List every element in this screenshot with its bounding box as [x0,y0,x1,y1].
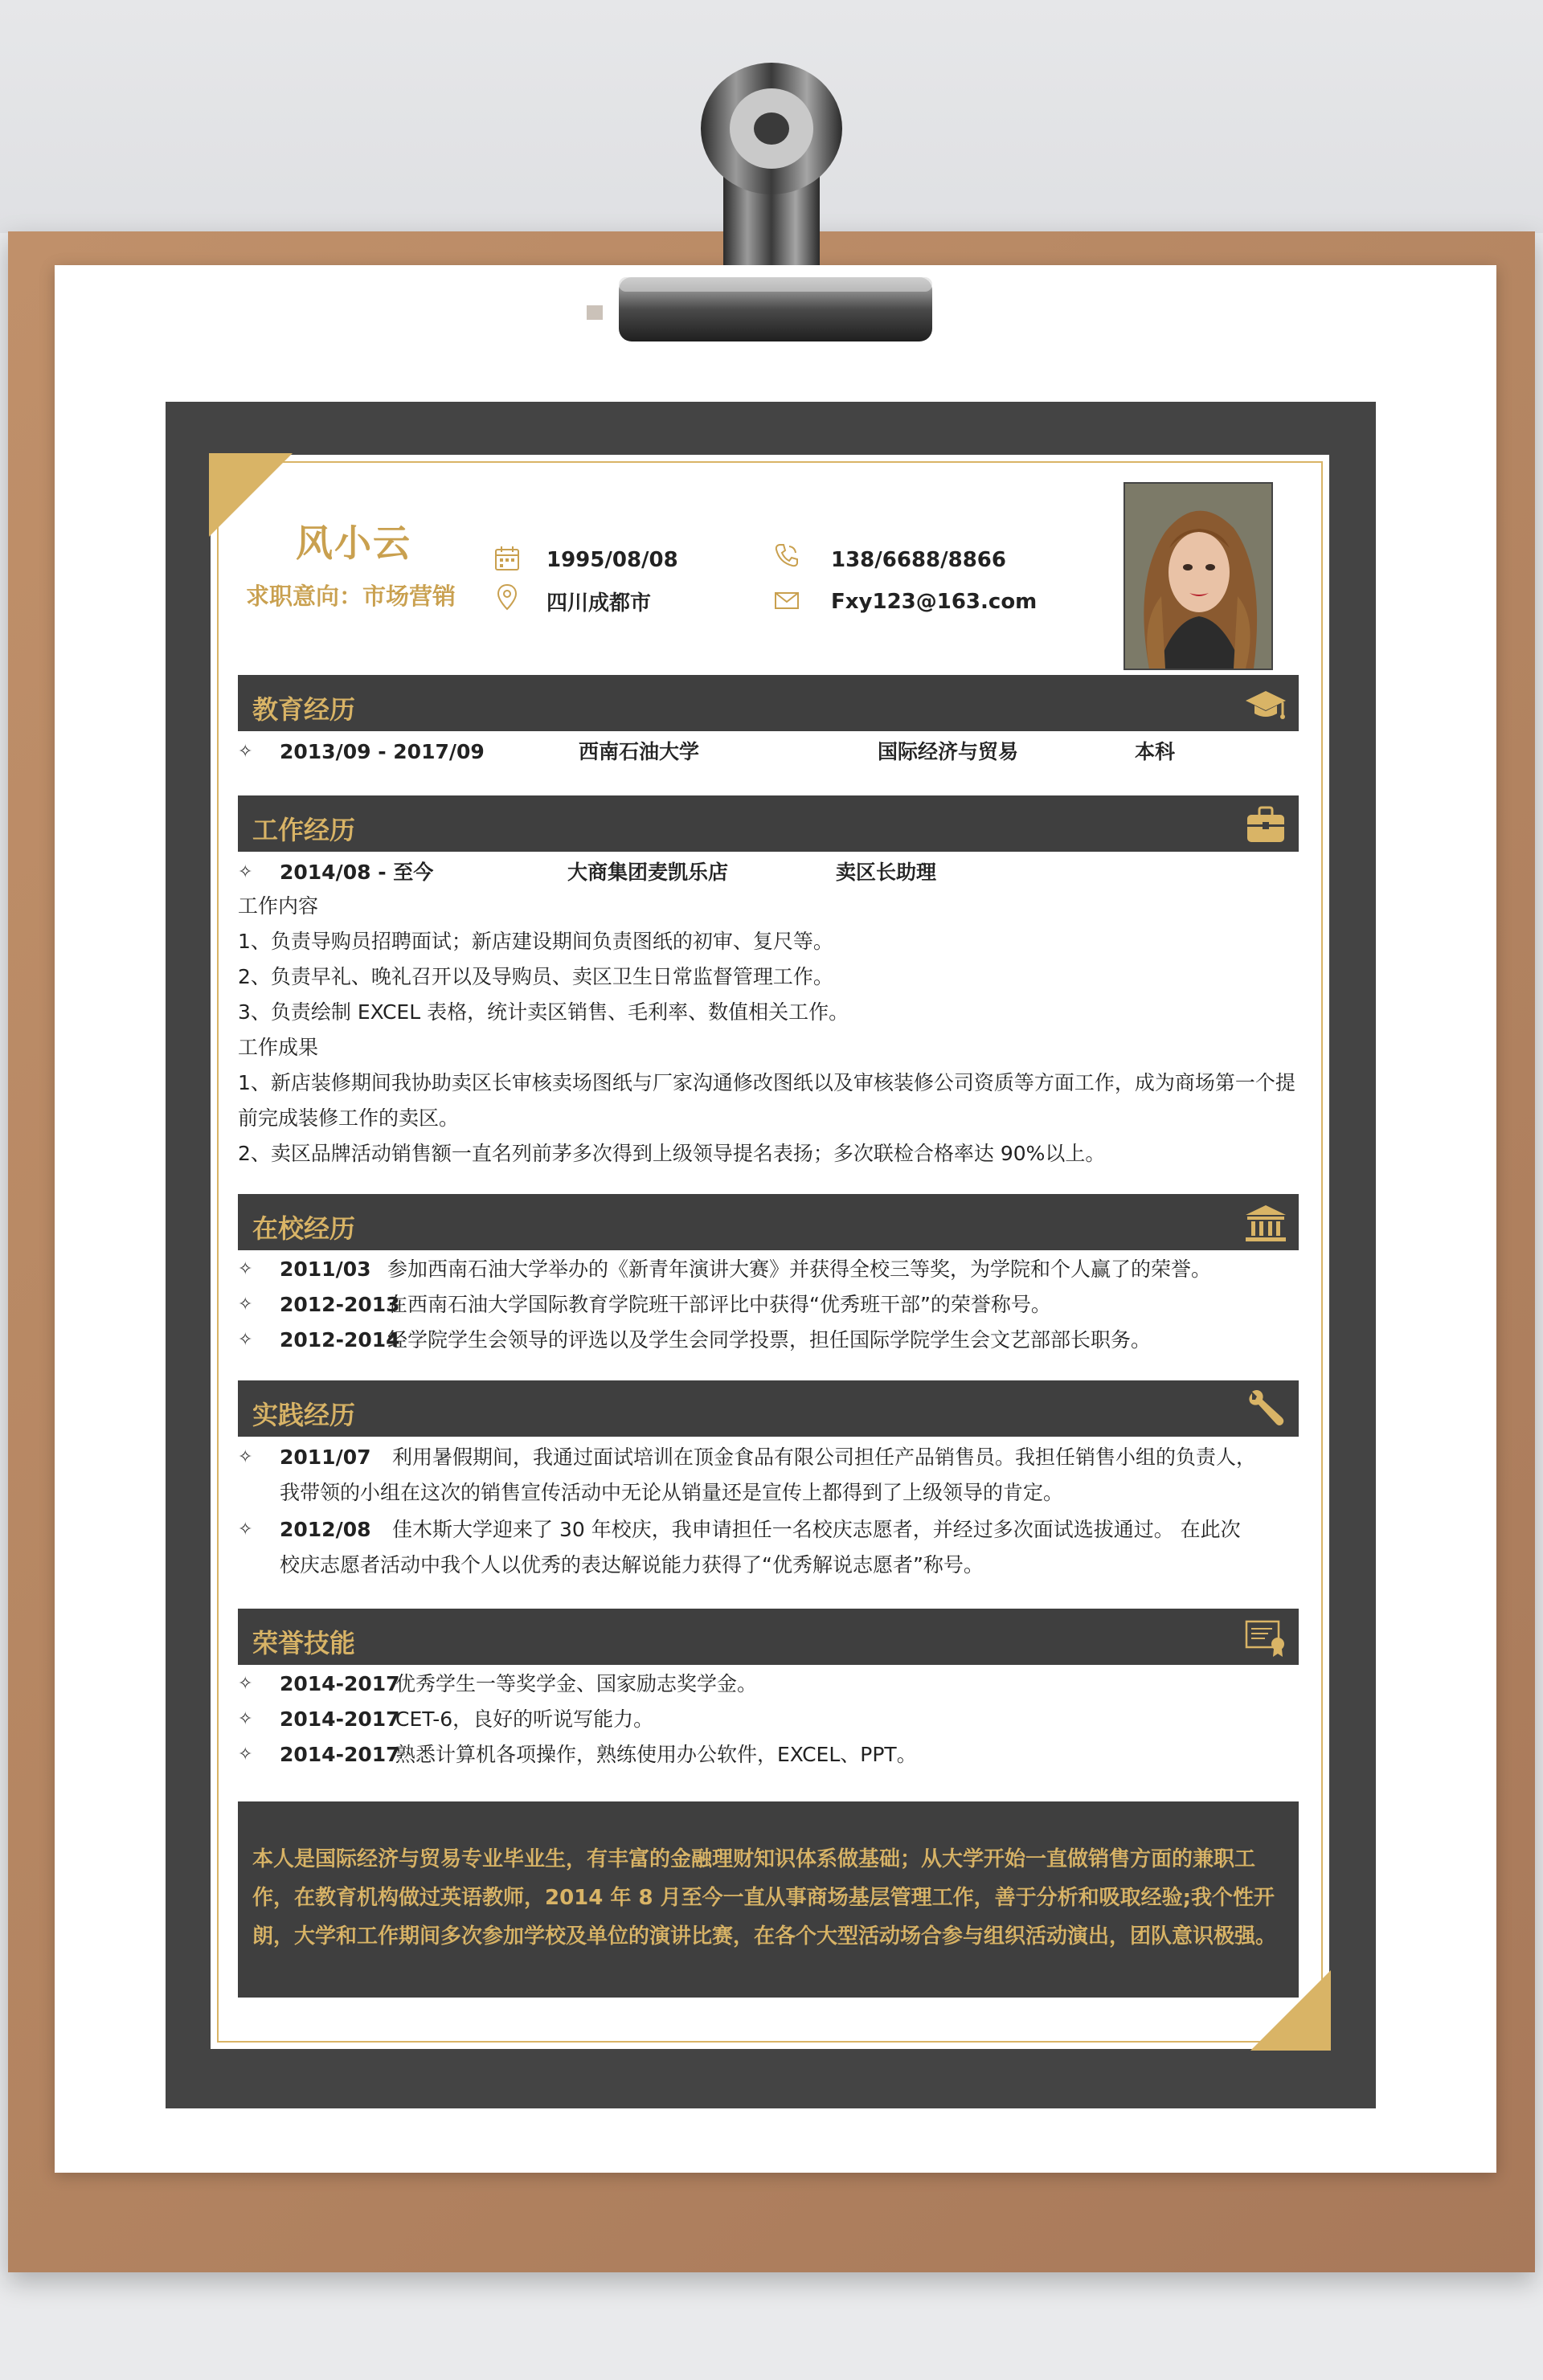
section-title: 实践经历 [252,1400,356,1430]
campus-text: 参加西南石油大学举办的《新青年演讲大赛》并获得全校三等奖，为学院和个人赢了的荣誉。 [387,1257,1212,1281]
campus-item [238,1323,1299,1358]
work-content-label: 工作内容 [238,894,319,918]
work-content-item: 2、负责早礼、晚礼召开以及导购员、卖区卫生日常监督管理工作。 [238,965,833,988]
bullet-icon: ✧ [238,1447,253,1467]
honor-text: CET-6，良好的听说写能力。 [395,1707,654,1731]
practice-date: 2012/08 [280,1518,371,1541]
section-campus-header [238,1194,1299,1250]
section-work-header [238,795,1299,852]
education-row [238,734,1299,770]
briefcase-icon [1244,804,1287,845]
profile-photo [1123,482,1273,670]
corner-decoration [209,453,293,537]
institution-icon [1244,1202,1287,1244]
practice-text: 佳木斯大学迎来了 30 年校庆，我申请担任一名校庆志愿者，并经过多次面试选拔通过。 在此次 [392,1518,1241,1541]
candidate-name: 风小云 [296,521,411,565]
bullet-icon: ✧ [238,1294,253,1315]
practice-date: 2011/07 [280,1446,371,1469]
work-company: 大商集团麦凯乐店 [567,861,729,884]
work-content-item: 3、负责绘制 EXCEL 表格，统计卖区销售、毛利率、数值相关工作。 [238,1000,849,1024]
campus-date: 2011/03 [280,1257,371,1281]
honor-text: 熟悉计算机各项操作，熟练使用办公软件，EXCEL、PPT。 [395,1743,917,1766]
bullet-icon: ✧ [238,1519,253,1540]
bullet-icon: ✧ [238,1674,253,1694]
work-period: 2014/08 - 至今 [280,861,434,884]
bullet-icon: ✧ [238,862,253,882]
location: 四川成都市 [546,591,652,615]
honor-item [238,1666,1299,1702]
campus-date: 2012-2014 [280,1328,400,1352]
honor-date: 2014-2017 [280,1707,400,1731]
work-content-item: 1、负责导购员招聘面试；新店建设期间负责图纸的初审、复尺等。 [238,930,833,953]
summary-text: 本人是国际经济与贸易专业毕业生，有丰富的金融理财知识体系做基础；从大学开始一直做销售方面的兼职工作，在教育机构做过英语教师，2014 年 8 月至今一直从事商场基层管理工作，善于分析和吸取经验;我个性开朗，大学和工作期间多次参加学校及单位的演讲比赛，在各个大型活动场合参与组织活动演出，团队意识极强。 [252,1847,1277,1949]
work-row [238,855,1299,890]
honor-item [238,1737,1299,1773]
section-title: 荣誉技能 [252,1628,356,1658]
education-major: 国际经济与贸易 [878,740,1019,763]
location-pin-icon [493,583,521,611]
wall-background [0,0,1543,233]
section-practice-header [238,1380,1299,1437]
campus-text: 经学院学生会领导的评选以及学生会同学投票，担任国际学院学生会文艺部部长职务。 [387,1328,1152,1352]
honor-date: 2014-2017 [280,1672,400,1695]
phone-icon [773,542,800,569]
bullet-icon: ✧ [238,1259,253,1279]
work-result-label: 工作成果 [238,1036,319,1059]
email-address: Fxy123@163.com [831,590,1038,614]
education-degree: 本科 [1135,740,1176,763]
work-result-item: 1、新店装修期间我协助卖区长审核卖场图纸与厂家沟通修改图纸以及审核装修公司资质等方面工作，成为商场第一个提前完成装修工作的卖区。 [238,1071,1295,1130]
bullet-icon: ✧ [238,1330,253,1350]
email-icon [773,587,800,614]
campus-date: 2012-2013 [280,1293,400,1316]
job-intent: 求职意向：市场营销 [246,583,456,610]
bullet-icon: ✧ [238,1744,253,1765]
section-education-header [238,675,1299,731]
practice-item [238,1440,1299,1511]
resume-sheet [211,455,1329,2049]
self-summary [238,1801,1299,1998]
honor-date: 2014-2017 [280,1743,400,1766]
certificate-icon [1244,1617,1287,1658]
campus-item [238,1252,1299,1287]
honor-item [238,1702,1299,1737]
section-honors-header [238,1609,1299,1665]
campus-text: 在西南石油大学国际教育学院班干部评比中获得“优秀班干部”的荣誉称号。 [387,1293,1051,1316]
honor-text: 优秀学生一等奖学金、国家励志奖学金。 [395,1672,758,1695]
practice-text: 利用暑假期间，我通过面试培训在顶金食品有限公司担任产品销售员。我担任销售小组的负责人， [392,1446,1257,1469]
birth-date: 1995/08/08 [546,548,678,572]
education-school: 西南石油大学 [579,740,700,763]
bullet-icon: ✧ [238,1709,253,1729]
practice-item [238,1512,1299,1583]
practice-text-continued: 我带领的小组在这次的销售宣传活动中无论从销量还是宣传上都得到了上级领导的肯定。 [280,1481,1064,1504]
wrench-icon [1244,1388,1287,1430]
work-position: 卖区长助理 [836,861,937,884]
graduation-cap-icon [1244,683,1287,725]
phone-number: 138/6688/8866 [831,548,1006,572]
bullet-icon: ✧ [238,742,253,762]
calendar-icon [493,545,521,572]
section-title: 在校经历 [252,1213,356,1244]
education-period: 2013/09 - 2017/09 [280,740,485,763]
work-result-item: 2、卖区品牌活动销售额一直名列前茅多次得到上级领导提名表扬；多次联检合格率达 90%以上。 [238,1142,1106,1165]
section-title: 工作经历 [252,815,356,845]
practice-text-continued: 校庆志愿者活动中我个人以优秀的表达解说能力获得了“优秀解说志愿者”称号。 [280,1553,984,1576]
section-title: 教育经历 [252,694,356,725]
campus-item [238,1287,1299,1323]
